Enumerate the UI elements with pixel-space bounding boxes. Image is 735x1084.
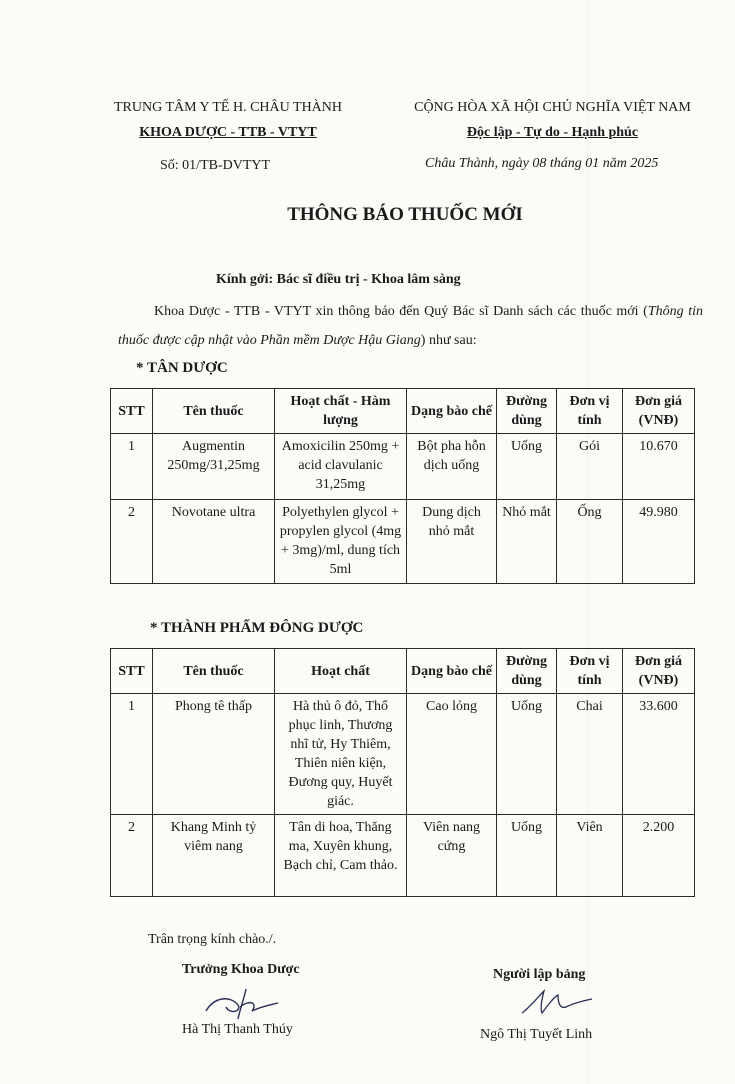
intro-text-3: ) như sau:: [420, 333, 477, 348]
cell-ingredient: Polyethylen glycol + propylen glycol (4mg + 3mg)/ml, dung tích 5ml: [275, 500, 407, 584]
org-name: TRUNG TÂM Y TẾ H. CHÂU THÀNH: [113, 100, 343, 115]
intro-text-italic: Thông tin thuốc được cập nhật vào Phần mềm Dược Hậu Giang: [118, 304, 703, 348]
section-heading-tan-duoc: * TÂN DƯỢC: [136, 360, 228, 376]
header-cell: Tên thuốc: [153, 649, 275, 694]
document-number: Số: 01/TB-DVTYT: [160, 158, 271, 173]
document-title: THÔNG BÁO THUỐC MỚI: [287, 204, 523, 225]
cell-price: 33.600: [623, 694, 695, 815]
nation-header: [385, 95, 720, 145]
cell-unit: Ống: [557, 500, 623, 584]
cell-route: Uống: [497, 815, 557, 897]
header-cell: Đơn giá (VNĐ): [623, 649, 695, 694]
cell-stt: 1: [111, 694, 153, 815]
cell-unit: Viên: [557, 815, 623, 897]
cell-ingredient: Amoxicilin 250mg + acid clavulanic 31,25mg: [275, 434, 407, 500]
header-cell: STT: [111, 649, 153, 694]
cell-route: Uống: [497, 434, 557, 500]
cell-dosage-form: Bột pha hỗn dịch uống: [407, 434, 497, 500]
table-row: [111, 434, 695, 500]
header-cell: Đơn giá (VNĐ): [623, 389, 695, 434]
cell-drug-name: Augmentin 250mg/31,25mg: [153, 434, 275, 500]
cell-price: 2.200: [623, 815, 695, 897]
cell-price: 10.670: [623, 434, 695, 500]
signature-left: [200, 985, 280, 1021]
intro-paragraph: [118, 297, 703, 355]
document-date: Châu Thành, ngày 08 tháng 01 năm 2025: [425, 156, 659, 171]
dong-duoc-table: [110, 648, 695, 897]
header-cell: Đường dùng: [497, 649, 557, 694]
header-cell: Đơn vị tính: [557, 649, 623, 694]
cell-stt: 2: [111, 815, 153, 897]
header-cell: STT: [111, 389, 153, 434]
cell-route: Nhỏ mắt: [497, 500, 557, 584]
cell-drug-name: Khang Minh tỷ viêm nang: [153, 815, 275, 897]
cell-dosage-form: Dung dịch nhỏ mắt: [407, 500, 497, 584]
table-header-row: [111, 649, 695, 694]
department-name: KHOA DƯỢC - TTB - VTYT: [139, 125, 317, 140]
header-cell: Đơn vị tính: [557, 389, 623, 434]
cell-unit: Chai: [557, 694, 623, 815]
header-cell: Dạng bào chế: [407, 649, 497, 694]
nation-name: CỘNG HÒA XÃ HỘI CHỦ NGHĨA VIỆT NAM: [414, 100, 691, 115]
cell-stt: 2: [111, 500, 153, 584]
header-cell: Đường dùng: [497, 389, 557, 434]
header-cell: Dạng bào chế: [407, 389, 497, 434]
table-row: [111, 815, 695, 897]
header-cell: Hoạt chất - Hàm lượng: [275, 389, 407, 434]
cell-dosage-form: Cao lỏng: [407, 694, 497, 815]
signer-left-title: Trưởng Khoa Dược: [182, 962, 300, 977]
intro-text-1: Khoa Dược - TTB - VTYT xin thông báo đến Quý Bác sĩ Danh sách các thuốc mới (: [154, 304, 648, 319]
header-cell: Hoạt chất: [275, 649, 407, 694]
cell-ingredient: Hà thủ ô đỏ, Thổ phục linh, Thương nhĩ tử, Hy Thiêm, Thiên niên kiện, Đương quy, Huyết giác.: [275, 694, 407, 815]
org-header: [78, 95, 378, 145]
signer-left-name: Hà Thị Thanh Thúy: [182, 1022, 293, 1037]
cell-price: 49.980: [623, 500, 695, 584]
table-row: [111, 500, 695, 584]
section-heading-dong-duoc: * THÀNH PHẨM ĐÔNG DƯỢC: [150, 620, 364, 636]
cell-ingredient: Tân di hoa, Thăng ma, Xuyên khung, Bạch chỉ, Cam thảo.: [275, 815, 407, 897]
table-header-row: [111, 389, 695, 434]
cell-unit: Gói: [557, 434, 623, 500]
header-cell: Tên thuốc: [153, 389, 275, 434]
tan-duoc-table: [110, 388, 695, 584]
cell-route: Uống: [497, 694, 557, 815]
signer-right-name: Ngô Thị Tuyết Linh: [480, 1027, 593, 1042]
nation-motto: Độc lập - Tự do - Hạnh phúc: [466, 125, 639, 140]
signature-right: [518, 985, 598, 1019]
signer-right-title: Người lập bảng: [493, 967, 586, 982]
cell-drug-name: Novotane ultra: [153, 500, 275, 584]
cell-stt: 1: [111, 434, 153, 500]
closing-greeting: Trân trọng kính chào./.: [148, 932, 277, 947]
table-row: [111, 694, 695, 815]
salutation: Kính gởi: Bác sĩ điều trị - Khoa lâm sàng: [216, 272, 461, 287]
cell-dosage-form: Viên nang cứng: [407, 815, 497, 897]
cell-drug-name: Phong tê thấp: [153, 694, 275, 815]
